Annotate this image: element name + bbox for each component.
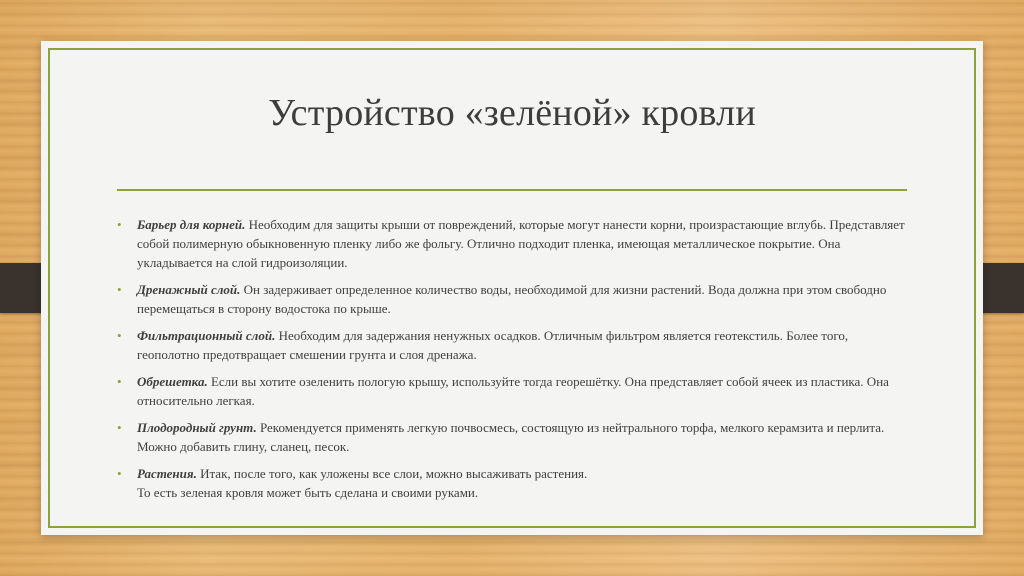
item-term: Обрешетка. <box>137 374 208 389</box>
bullet-icon: • <box>117 282 122 297</box>
bullet-list <box>113 215 913 510</box>
list-item <box>113 326 913 364</box>
item-term: Фильтрационный слой. <box>137 328 276 343</box>
list-item <box>113 464 913 502</box>
list-item <box>113 280 913 318</box>
item-text: Итак, после того, как уложены все слои, можно высаживать растения. <box>196 466 588 481</box>
title-divider <box>117 189 907 191</box>
item-text: Он задерживает определенное количество воды, необходимой для жизни растений. Вода должна при этом свободно перемещаться в сторону водостока по крыше. <box>137 282 887 316</box>
slide-title: Устройство «зелёной» кровли <box>268 92 756 134</box>
bullet-icon: • <box>117 374 122 389</box>
item-text: Необходим для задержания ненужных осадков. Отличным фильтром является геотекстиль. Более того, геополотно предотвращает смешении грунта и слоя дренажа. <box>137 328 849 362</box>
bullet-icon: • <box>117 217 122 232</box>
item-text-second-line: То есть зеленая кровля может быть сделана и своими руками. <box>137 485 479 500</box>
item-text: Необходим для защиты крыши от повреждений, которые могут нанести корни, произрастающие вглубь. Представляет собой полимерную обыкновенную пленку либо же фольгу. Отлично подходит пленка, имеющая металлическое покрытие. Она укладывается на слой гидроизоляции. <box>137 217 905 270</box>
item-term: Растения. <box>137 466 197 481</box>
list-item <box>113 215 913 272</box>
item-term: Барьер для корней. <box>137 217 246 232</box>
item-term: Плодородный грунт. <box>137 420 257 435</box>
list-item <box>113 372 913 410</box>
bullet-icon: • <box>117 420 122 435</box>
list-item <box>113 418 913 456</box>
slide <box>41 41 983 535</box>
bullet-icon: • <box>117 328 122 343</box>
item-text: Если вы хотите озеленить пологую крышу, используйте тогда георешётку. Она представляет собой ячеек из пластика. Она относительно легкая. <box>137 374 889 408</box>
item-text: Рекомендуется применять легкую почвосмесь, состоящую из нейтрального торфа, мелкого керамзита и перлита. Можно добавить глину, сланец, песок. <box>137 420 885 454</box>
bullet-icon: • <box>117 466 122 481</box>
item-term: Дренажный слой. <box>137 282 241 297</box>
